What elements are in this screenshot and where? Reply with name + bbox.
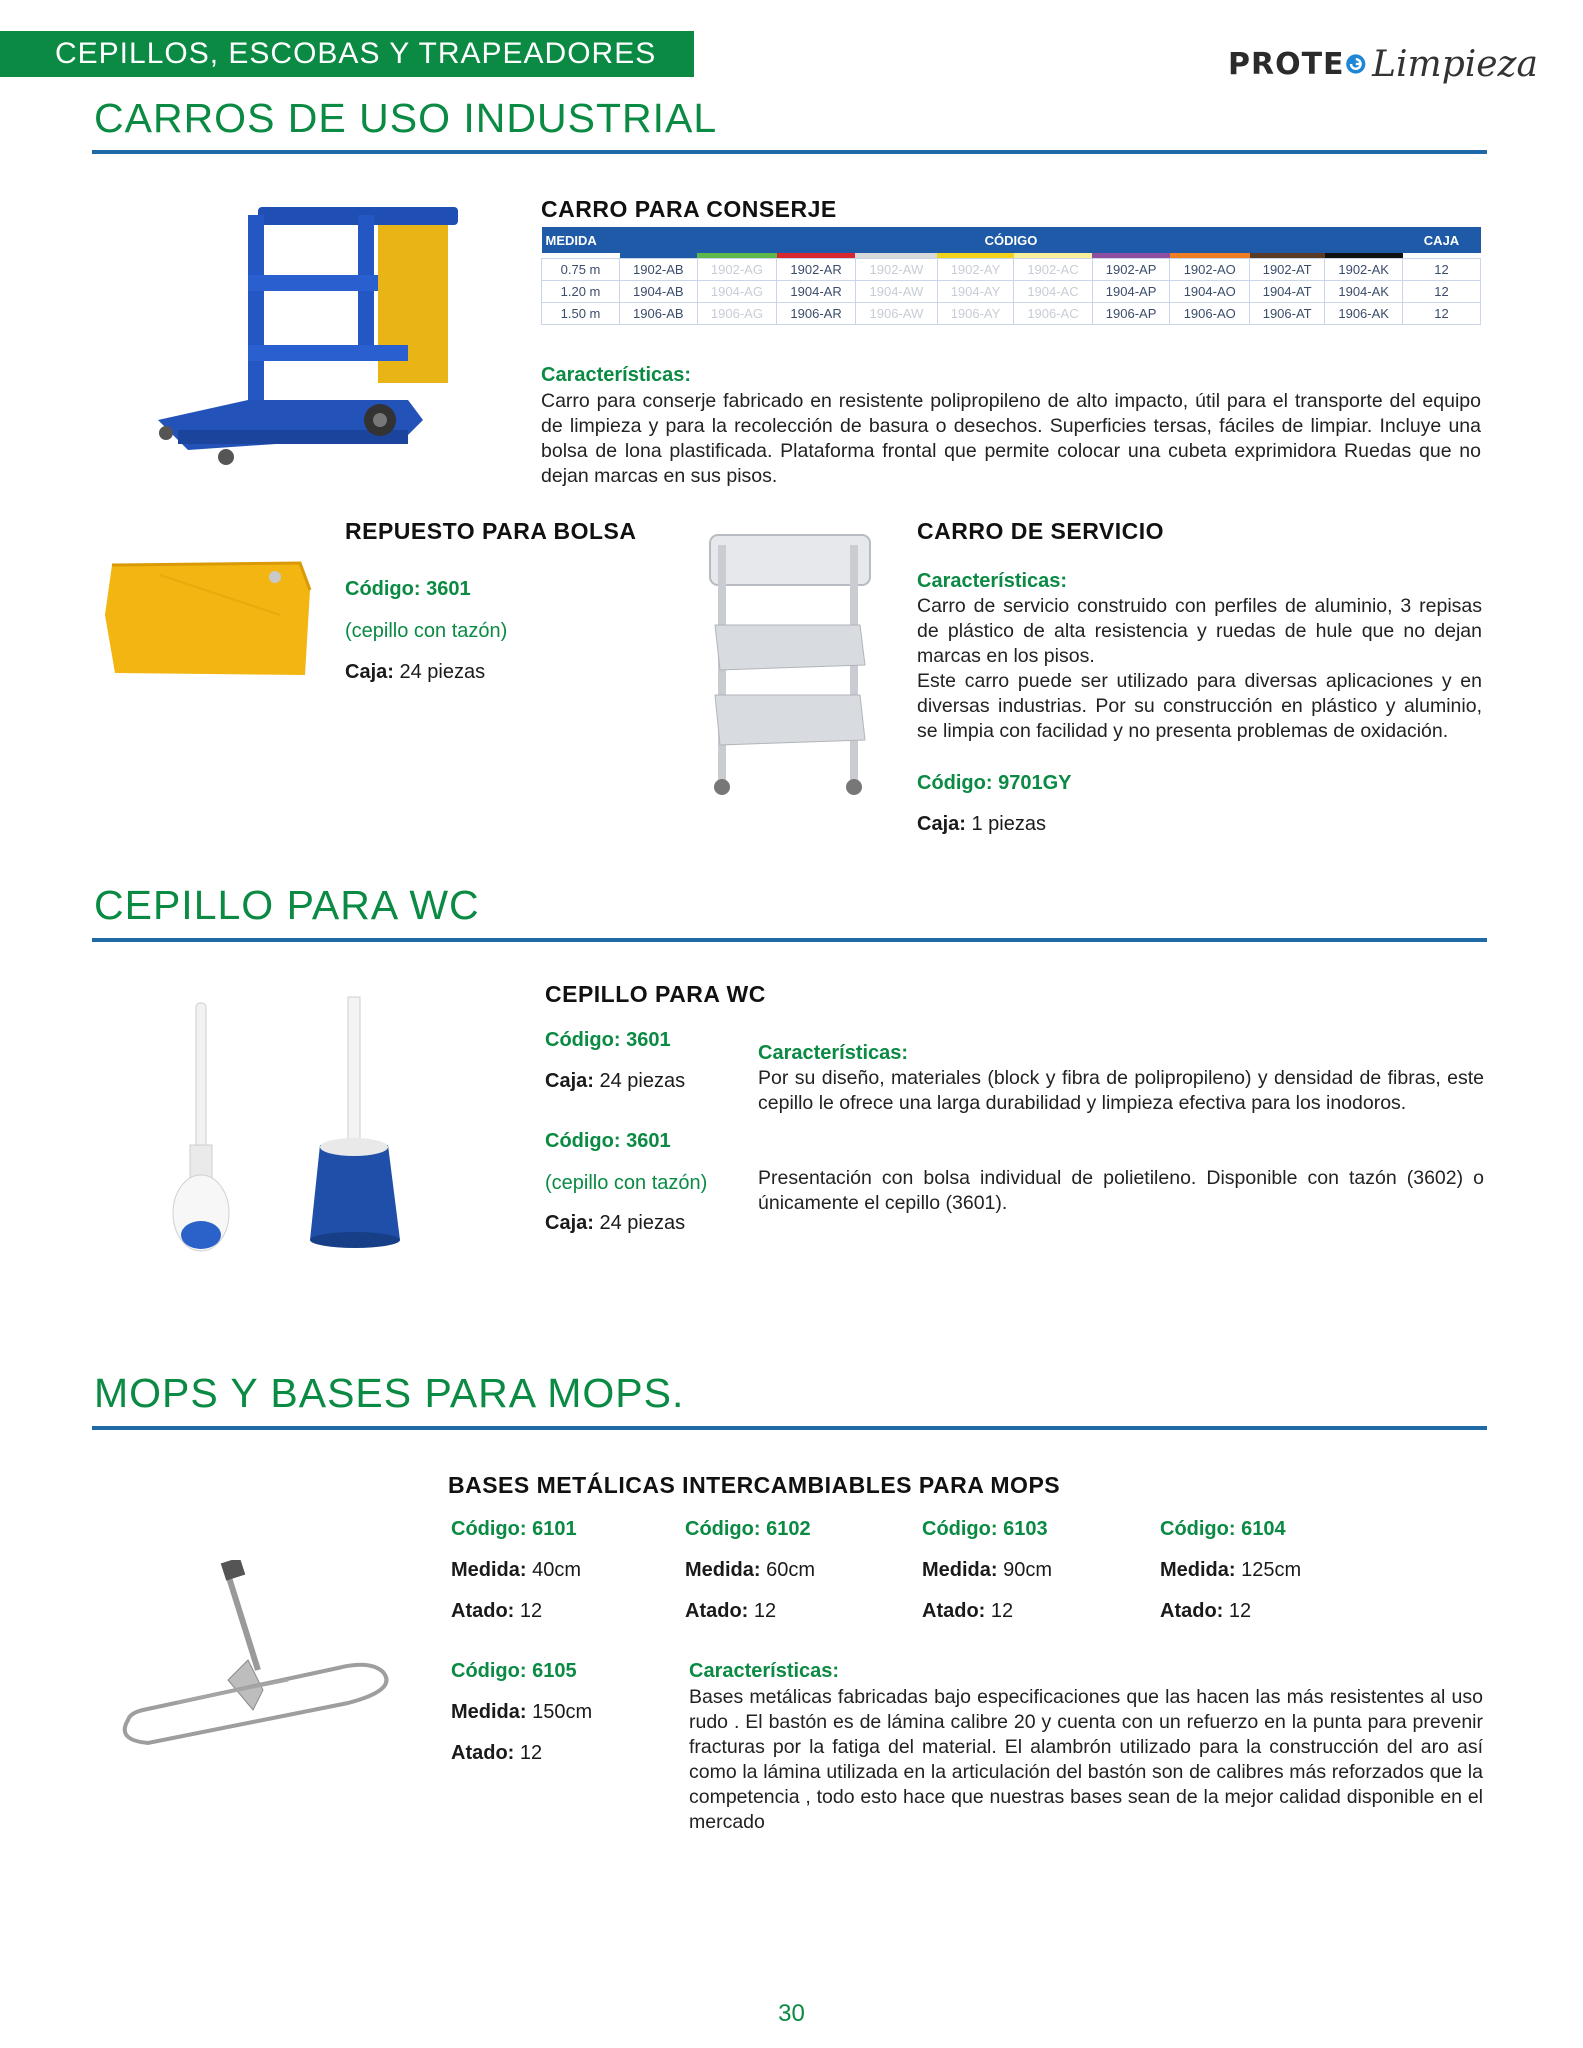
mop-atado: [451, 1600, 581, 1623]
medida-value: 60cm: [760, 1559, 816, 1581]
cell-code: 1902-AY: [937, 259, 1013, 281]
bag-refill-image: [100, 555, 315, 685]
cell-code: 1902-AR: [777, 259, 856, 281]
medida-label: Medida:: [451, 1559, 527, 1581]
table-row: [542, 259, 1481, 281]
cell-code: 1906-AB: [620, 303, 698, 325]
mop-medida: [451, 1559, 581, 1582]
caja-label: Caja:: [545, 1070, 594, 1092]
section-title-wc: CEPILLO PARA WC: [94, 882, 480, 928]
mop-code: Código: 6105: [451, 1660, 577, 1682]
medida-label: Medida:: [685, 1559, 761, 1581]
cell-code: 1904-AC: [1014, 281, 1093, 303]
medida-label: Medida:: [922, 1559, 998, 1581]
caja-repuesto: [345, 661, 485, 684]
section-title-carros: CARROS DE USO INDUSTRIAL: [94, 95, 718, 141]
page-number: 30: [778, 2000, 805, 2027]
features-label: Características:: [689, 1660, 840, 1682]
product-title-repuesto: REPUESTO PARA BOLSA: [345, 518, 637, 544]
atado-value: 12: [1223, 1600, 1252, 1622]
features-label: Características:: [917, 570, 1068, 592]
product-title-cepillo-wc: CEPILLO PARA WC: [545, 981, 766, 1007]
table-row: [542, 303, 1481, 325]
features-text-wc-1: Por su diseño, materiales (block y fibra de polipropileno) y densidad de fibras, este cepillo le ofrece una larga durabilidad y limpieza efectiva para los inodoros.: [758, 1067, 1484, 1114]
features-text-mops: Bases metálicas fabricadas bajo especificaciones que las hacen las más resistentes al uso rudo . El bastón es de lámina calibre 20 y cuenta con un refuerzo en la punta para prevenir fracturas por la fatiga del material. El alambrón utilizado para la construcción del aro así como la lámina utilizada en la articulación del bastón son de calibres más reforzados que la competencia , todo esto hace que nuestras bases sean de la mejor calidad disponible en el mercado: [689, 1686, 1483, 1833]
cell-code: 1906-AP: [1092, 303, 1170, 325]
code-table: [541, 227, 1481, 325]
medida-value: 150cm: [526, 1701, 593, 1723]
section-divider: [92, 150, 1487, 154]
mop-medida: [1160, 1559, 1301, 1582]
atado-value: 12: [514, 1742, 543, 1764]
note-wc-2: (cepillo con tazón): [545, 1172, 708, 1194]
mop-item-6105: [451, 1660, 592, 1765]
caja-value: 24 piezas: [593, 1070, 686, 1092]
mop-medida: [685, 1559, 815, 1582]
caja-wc-1: [545, 1070, 685, 1093]
section-divider: [92, 938, 1487, 942]
cell-code: 1906-AG: [697, 303, 777, 325]
cell-code: 1904-AG: [697, 281, 777, 303]
atado-value: 12: [748, 1600, 777, 1622]
mop-item-6101: [451, 1518, 581, 1623]
logo-swirl-icon: [1345, 46, 1367, 82]
cell-code: 1906-AT: [1250, 303, 1325, 325]
cell-code: 1906-AC: [1014, 303, 1093, 325]
cell-code: 1902-AK: [1325, 259, 1403, 281]
mop-item-6103: [922, 1518, 1052, 1623]
cell-code: 1902-AP: [1092, 259, 1170, 281]
caja-label: Caja:: [545, 1212, 594, 1234]
service-cart-image: [700, 525, 880, 805]
cell-code: 1904-AB: [620, 281, 698, 303]
caja-value: 24 piezas: [593, 1212, 686, 1234]
mop-item-6104: [1160, 1518, 1301, 1623]
mop-item-6102: [685, 1518, 815, 1623]
medida-label: Medida:: [1160, 1559, 1236, 1581]
mop-code: Código: 6102: [685, 1518, 811, 1540]
cell-code: 1902-AW: [855, 259, 937, 281]
mop-atado: [451, 1742, 592, 1765]
mop-atado: [922, 1600, 1052, 1623]
janitor-cart-code-table: [541, 227, 1481, 325]
cell-code: 1902-AC: [1014, 259, 1093, 281]
product-title-carro-conserje: CARRO PARA CONSERJE: [541, 196, 837, 222]
features-label: Características:: [541, 364, 692, 386]
caja-label: Caja:: [917, 813, 966, 835]
product-title-servicio: CARRO DE SERVICIO: [917, 518, 1165, 544]
features-text-servicio-2: Este carro puede ser utilizado para diversas aplicaciones y en diversas industrias. Por su construcción en plástico y aluminio, se limpia con facilidad y no presenta problemas de oxidación.: [917, 670, 1482, 742]
logo-script-text: Limpieza: [1372, 43, 1538, 85]
mop-code: Código: 6103: [922, 1518, 1048, 1540]
mop-atado: [685, 1600, 815, 1623]
table-row: [542, 281, 1481, 303]
atado-label: Atado:: [922, 1600, 986, 1622]
mop-atado: [1160, 1600, 1301, 1623]
atado-label: Atado:: [1160, 1600, 1224, 1622]
cell-code: 1904-AY: [937, 281, 1013, 303]
cell-code: 1906-AK: [1325, 303, 1403, 325]
mop-code: Código: 6104: [1160, 1518, 1286, 1540]
code-wc-2: Código: 3601: [545, 1130, 671, 1152]
atado-value: 12: [514, 1600, 543, 1622]
product-title-bases-mops: BASES METÁLICAS INTERCAMBIABLES PARA MOPS: [448, 1472, 1061, 1498]
cell-caja: 12: [1403, 303, 1481, 325]
atado-label: Atado:: [451, 1600, 515, 1622]
mop-medida: [922, 1559, 1052, 1582]
cell-caja: 12: [1403, 259, 1481, 281]
cell-caja: 12: [1403, 281, 1481, 303]
cell-code: 1904-AW: [855, 281, 937, 303]
caja-value: 1 piezas: [965, 813, 1046, 835]
table-header-caja: CAJA: [1403, 227, 1481, 253]
category-banner: CEPILLOS, ESCOBAS Y TRAPEADORES: [0, 31, 694, 77]
wc-brush-image: [160, 995, 410, 1260]
medida-label: Medida:: [451, 1701, 527, 1723]
section-divider: [92, 1426, 1487, 1430]
caja-wc-2: [545, 1212, 685, 1235]
cell-code: 1906-AW: [855, 303, 937, 325]
cell-code: 1904-AK: [1325, 281, 1403, 303]
brand-logo: [1228, 38, 1538, 90]
features-text-conserje: Carro para conserje fabricado en resistente polipropileno de alto impacto, útil para el transporte del equipo de limpieza y para la recolección de basura o desechos. Superficies tersas, fáciles de limpiar. Incluye una bolsa de lona plastificada. Plataforma frontal que permite colocar una cubeta exprimidora Ruedas que no dejan marcas en sus pisos.: [541, 390, 1481, 487]
medida-value: 40cm: [526, 1559, 582, 1581]
cell-code: 1904-AO: [1170, 281, 1250, 303]
code-repuesto: Código: 3601: [345, 578, 471, 600]
code-wc-1: Código: 3601: [545, 1029, 671, 1051]
table-header-codigo: CÓDIGO: [620, 227, 1403, 253]
cell-code: 1904-AP: [1092, 281, 1170, 303]
cell-code: 1902-AB: [620, 259, 698, 281]
cell-medida: 0.75 m: [542, 259, 620, 281]
cell-code: 1902-AT: [1250, 259, 1325, 281]
cell-medida: 1.50 m: [542, 303, 620, 325]
medida-value: 90cm: [997, 1559, 1053, 1581]
note-repuesto: (cepillo con tazón): [345, 620, 508, 642]
cell-code: 1902-AG: [697, 259, 777, 281]
caja-label: Caja:: [345, 661, 394, 683]
mop-base-image: [108, 1560, 408, 1760]
caja-value: 24 piezas: [393, 661, 486, 683]
features-text-wc-2: Presentación con bolsa individual de polietileno. Disponible con tazón (3602) o únicamente el cepillo (3601).: [758, 1167, 1484, 1214]
cell-code: 1904-AT: [1250, 281, 1325, 303]
features-label: Características:: [758, 1042, 909, 1064]
code-servicio: Código: 9701GY: [917, 772, 1072, 794]
features-text-servicio-1: Carro de servicio construido con perfiles de aluminio, 3 repisas de plástico de alta resistencia y ruedas de hule que no dejan marcas en los pisos.: [917, 595, 1482, 667]
atado-label: Atado:: [451, 1742, 515, 1764]
cell-code: 1906-AY: [937, 303, 1013, 325]
cell-code: 1904-AR: [777, 281, 856, 303]
caja-servicio: [917, 813, 1046, 836]
cell-code: 1902-AO: [1170, 259, 1250, 281]
mop-medida: [451, 1701, 592, 1724]
section-title-mops: MOPS Y BASES PARA MOPS.: [94, 1370, 685, 1416]
medida-value: 125cm: [1235, 1559, 1302, 1581]
cell-medida: 1.20 m: [542, 281, 620, 303]
atado-value: 12: [985, 1600, 1014, 1622]
janitor-cart-image: [148, 195, 478, 485]
cell-code: 1906-AO: [1170, 303, 1250, 325]
logo-brand-text: PROTE: [1228, 46, 1345, 82]
cell-code: 1906-AR: [777, 303, 856, 325]
mop-code: Código: 6101: [451, 1518, 577, 1540]
atado-label: Atado:: [685, 1600, 749, 1622]
table-header-medida: MEDIDA: [542, 227, 620, 253]
